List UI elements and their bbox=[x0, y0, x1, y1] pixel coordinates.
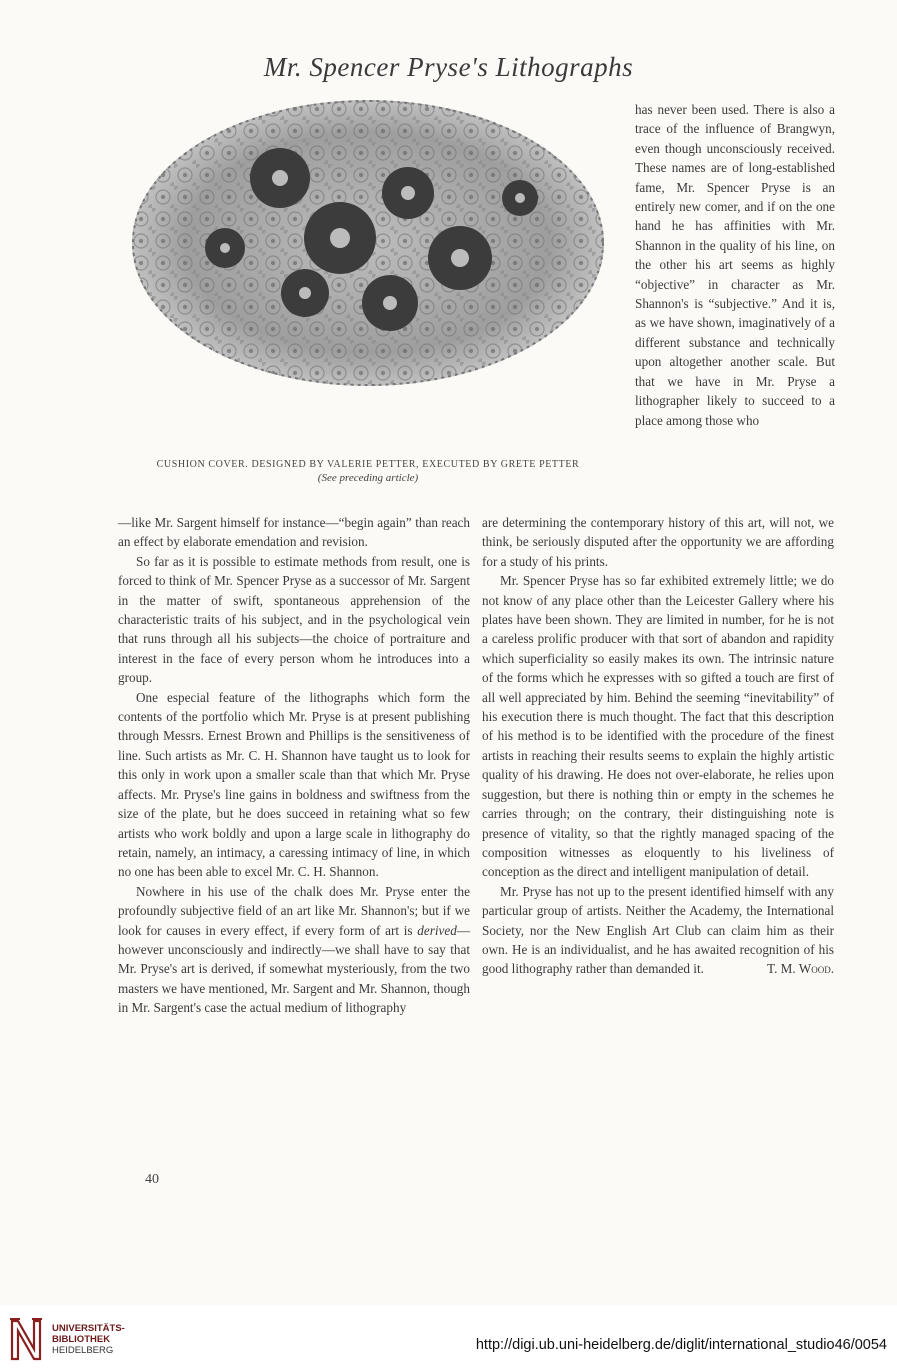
library-name-line: BIBLIOTHEK bbox=[52, 1334, 111, 1345]
page-title: Mr. Spencer Pryse's Lithographs bbox=[263, 52, 634, 82]
italic-word: derived bbox=[417, 922, 457, 938]
author-signature: T. M. Wood. bbox=[767, 961, 834, 977]
source-url-link[interactable]: http://digi.ub.uni-heidelberg.de/diglit/international_studio46/0054 bbox=[475, 1337, 887, 1353]
paragraph bbox=[118, 882, 470, 1018]
figure-caption: CUSHION COVER. DESIGNED BY VALERIE PETTER, EXECUTED BY GRETE PETTER bbox=[156, 459, 580, 470]
text-run: Mr. Pryse has not up to the present identified himself with any particular group of artists. Neither the Academy, the International Society, nor the New English Art Club can claim him as their own. He is an individualist, and he has awaited recognition of his good lithography rather than demanded it. bbox=[482, 883, 834, 977]
cushion-cover-illustration bbox=[130, 98, 606, 388]
text-run: —however unconsciously and indirectly—we shall have to say that Mr. Pryse's art is derived, if somewhat mysteriously, from the two masters we have mentioned, Mr. Sargent and Mr. Shannon, though in Mr. Sargent's case the actual medium of lithography bbox=[118, 922, 470, 1016]
paragraph: are determining the contemporary history of this art, will not, we think, be seriously disputed after the opportunity we are affording for a study of his prints. bbox=[482, 515, 834, 569]
figure-subcaption: (See preceding article) bbox=[317, 472, 419, 484]
paragraph: Mr. Spencer Pryse has so far exhibited extremely little; we do not know of any place other than the Leicester Gallery where his plates have been shown. They are limited in number, for he is not a careless prolific producer with that sort of abandon and rapidity which superficiality so easily makes its own. The intrinsic nature of the forms which he expresses with so gifted a touch are first of all well appreciated by him. Behind the seeming “inevitability” of his execution there is much thought. The fact that this description of his method is to be identified with the procedure of the finest artists in reaching their results seems to explain the highly artistic quality of his drawing. He does not over-elaborate, he relies upon suggestion, but there is nothing thin or empty in the schemes he carries through; on the contrary, their distinguishing note is presence of vitality, so that the rightly managed spacing of the composition witnesses as eloquently to his liveliness of conception as the direct and intelligent manipulation of detail. bbox=[482, 573, 834, 880]
paragraph: So far as it is possible to estimate methods from result, one is forced to think of Mr. Spencer Pryse as a successor of Mr. Sargent in the matter of swift, spontaneous apprehension of the characteristic traits of his subject, and in the psychological vein that runs through all his subjects—the choice of portraiture and interest in the face of every person whom he introduces into a group. bbox=[118, 553, 470, 686]
paragraph: has never been used. There is also a trace of the influence of Brangwyn, even though unconsciously received. These names are of long-established fame, Mr. Spencer Pryse is an entirely new comer, and if on the one hand he has affinities with Mr. Shannon in the quality of his line, on the other his art seems as highly “objective” in character as Mr. Shannon's is “subjective.” And it is, as we have shown, imaginatively of a different substance and technically upon altogether another scale. But that we have in Mr. Pryse a lithographer likely to succeed to a place among those who bbox=[635, 102, 835, 428]
library-name bbox=[52, 1323, 125, 1356]
left-column bbox=[118, 513, 470, 1018]
library-name-line: HEIDELBERG bbox=[52, 1345, 114, 1356]
footer-bar bbox=[0, 1305, 897, 1371]
right-column bbox=[482, 513, 834, 979]
library-name-line: UNIVERSITÄTS- bbox=[52, 1323, 125, 1334]
text-run: Nowhere in his use of the chalk does Mr. Pryse enter the profoundly subjective field of an art like Mr. Shannon's; but if we look for causes in every effect, if every form of art is bbox=[118, 883, 470, 938]
page-number: 40 bbox=[145, 1172, 159, 1187]
paragraph: One especial feature of the lithographs which form the contents of the portfolio which Mr. Pryse is at present publishing through Messrs. Ernest Brown and Phillips is the sensitiveness of line. Such artists as Mr. C. H. Shannon have taught us to look for this only in work upon a smaller scale than that which Mr. Pryse affects. Mr. Pryse's line gains in boldness and swiftness from the size of the plate, but he does succeed in retaining what so few artists who work boldly and upon a large scale in lithography do retain, namely, an intimacy, a caressing intimacy of line, in which no one has been able to excel Mr. C. H. Shannon. bbox=[118, 689, 470, 880]
top-right-text-block bbox=[635, 100, 835, 430]
paragraph bbox=[482, 882, 834, 979]
library-logo-icon bbox=[8, 1317, 44, 1363]
paragraph: —like Mr. Sargent himself for instance—“begin again” than reach an effect by elaborate emendation and revision. bbox=[118, 515, 470, 550]
